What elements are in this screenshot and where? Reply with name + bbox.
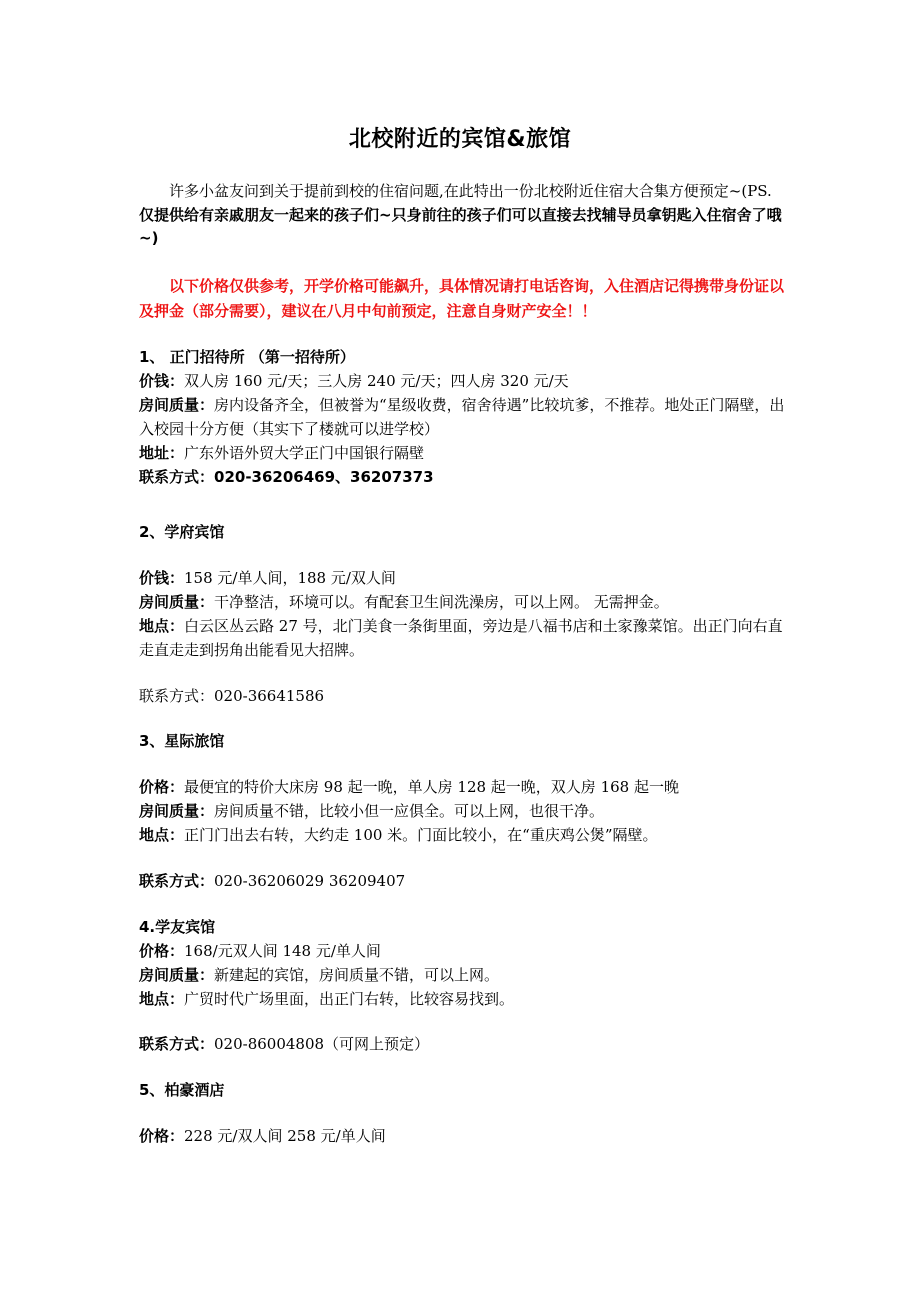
address-value: 白云区丛云路 27 号，北门美食一条街里面，旁边是八福书店和土家豫菜馆。出正门向右直走直走走到拐角出能看见大招牌。 [139,617,783,659]
price-label: 价格： [139,942,185,960]
hotel-1-contact [139,466,789,490]
hotel-2-contact: 联系方式：020-36641586 [139,687,325,705]
price-value: 最便宜的特价大床房 98 起一晚，单人房 128 起一晚，双人房 168 起一晚 [184,778,679,796]
price-notice: 以下价格仅供参考，开学价格可能飙升，具体情况请打电话咨询，入住酒店记得携带身份证以及押金（部分需要），建议在八月中旬前预定，注意自身财产安全！！ [139,277,785,320]
hotel-1-heading: 1、 正门招待所 （第一招待所） [139,348,355,366]
page-title: 北校附近的宾馆&旅馆 [348,127,572,152]
hotel-1-quality [139,394,787,441]
hotel-3-price [139,776,789,800]
contact-value: 020-36206469、36207373 [214,468,434,486]
quality-label: 房间质量： [139,593,215,611]
quality-value: 房间质量不错，比较小但一应俱全。可以上网，也很干净。 [214,802,605,820]
hotel-3-address [139,824,789,848]
address-label: 地点： [139,617,185,635]
quality-value: 房内设备齐全，但被誉为“星级收费，宿舍待遇”比较坑爹，不推荐。地处正门隔壁，出入校园十分方便（其实下了楼就可以进学校） [139,396,785,438]
hotel-2-quality [139,591,789,615]
contact-label: 联系方式： [139,468,215,486]
hotel-2-heading: 2、学府宾馆 [139,523,225,541]
intro-paragraph [139,180,784,251]
hotel-4-address [139,988,789,1012]
hotel-2-price [139,567,789,591]
hotel-5-price [139,1125,789,1149]
contact-value: 020-86004808（可网上预定） [214,1035,430,1053]
quality-value: 新建起的宾馆，房间质量不错，可以上网。 [214,966,500,984]
price-value: 228 元/双人间 258 元/单人间 [184,1127,386,1145]
hotel-2-address [139,615,787,662]
price-label: 价格： [139,778,185,796]
intro-text: 许多小盆友问到关于提前到校的住宿问题,在此特出一份北校附近住宿大合集方便预定~(PS. [169,182,772,200]
price-value: 158 元/单人间，188 元/双人间 [184,569,396,587]
price-value: 双人房 160 元/天；三人房 240 元/天；四人房 320 元/天 [184,372,569,390]
address-value: 广贸时代广场里面，出正门右转，比较容易找到。 [184,990,515,1008]
contact-label: 联系方式： [139,1035,215,1053]
hotel-3-contact [139,870,789,894]
address-label: 地址： [139,444,185,462]
hotel-3-heading: 3、星际旅馆 [139,732,225,750]
contact-label: 联系方式： [139,872,215,890]
address-value: 正门门出去右转，大约走 100 米。门面比较小，在“重庆鸡公煲”隔壁。 [184,826,658,844]
hotel-4-quality [139,964,789,988]
address-label: 地点： [139,826,185,844]
price-label: 价格： [139,1127,185,1145]
address-value: 广东外语外贸大学正门中国银行隔壁 [184,444,425,462]
hotel-4-contact [139,1033,789,1057]
hotel-5-heading: 5、柏豪酒店 [139,1081,225,1099]
quality-label: 房间质量： [139,396,215,414]
quality-label: 房间质量： [139,802,215,820]
price-value: 168/元双人间 148 元/单人间 [184,942,381,960]
address-label: 地点： [139,990,185,1008]
price-label: 价钱： [139,372,185,390]
price-label: 价钱： [139,569,185,587]
hotel-3-quality [139,800,789,824]
hotel-1-price [139,370,789,394]
intro-bold-text: 仅提供给有亲戚朋友一起来的孩子们~只身前往的孩子们可以直接去找辅导员拿钥匙入住宿舍了哦~) [139,205,782,247]
hotel-4-heading: 4.学友宾馆 [139,918,216,936]
quality-value: 干净整洁，环境可以。有配套卫生间洗澡房，可以上网。 无需押金。 [214,593,669,611]
hotel-1-address [139,442,789,466]
contact-value: 020-36206029 36209407 [214,872,406,890]
hotel-4-price [139,940,789,964]
quality-label: 房间质量： [139,966,215,984]
